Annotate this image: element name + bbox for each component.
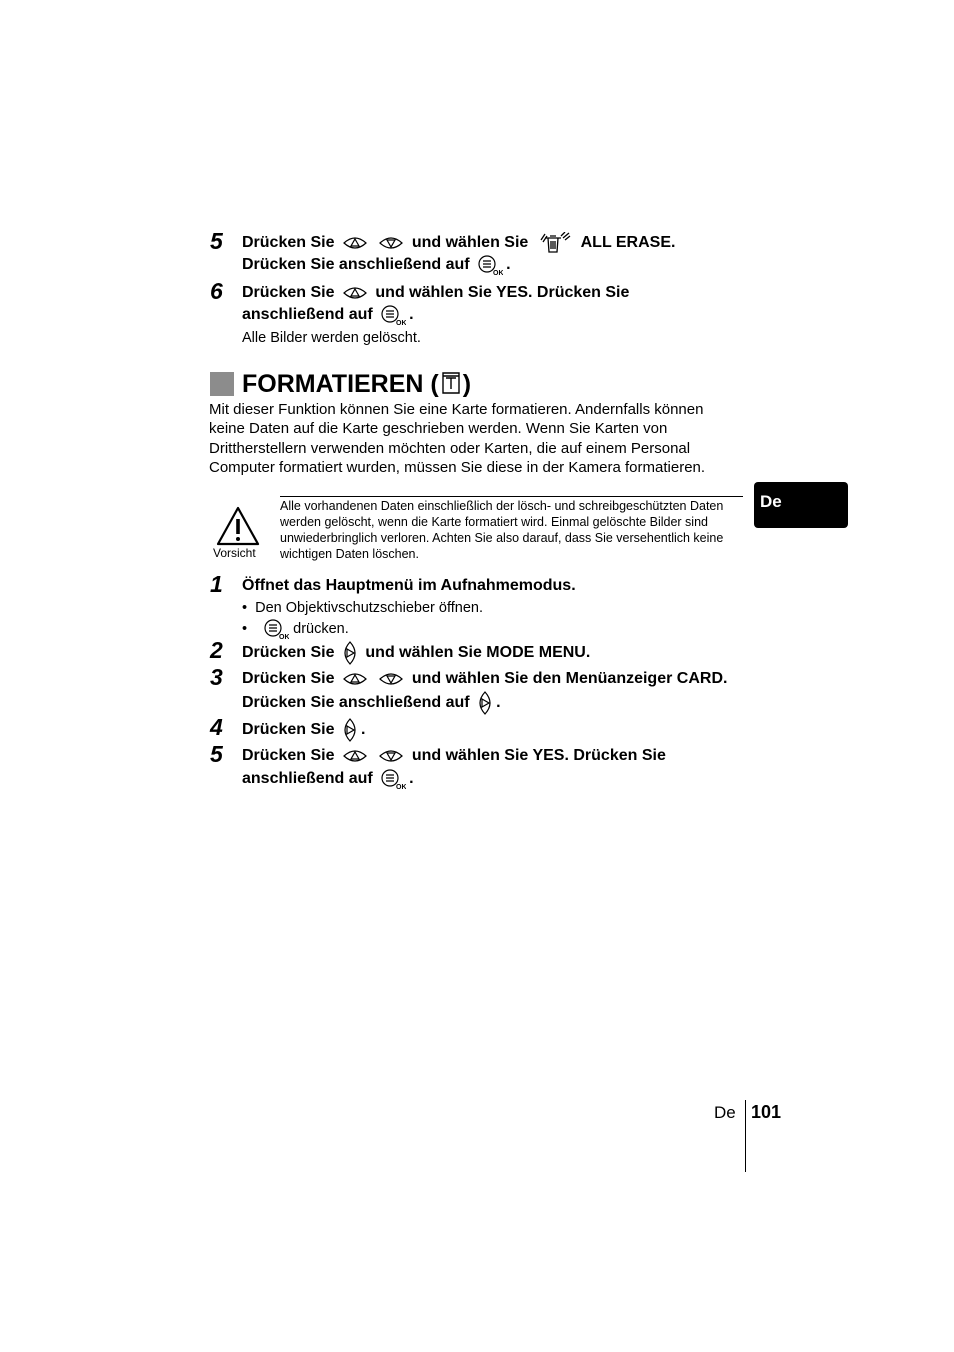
step-text: Drücken Sie anschließend auf (242, 256, 470, 274)
step-note: Alle Bilder werden gelöscht. (242, 330, 421, 346)
step-5b-line1 (242, 745, 666, 767)
arrow-down-button-icon (378, 235, 404, 251)
language-tab (754, 482, 848, 528)
step-2-text (242, 641, 590, 665)
step-text: Drücken Sie (242, 747, 335, 764)
caution-text: Alle vorhandenen Daten einschließlich der lösch- und schreibgeschützten Daten werden gelöscht, wenn die Karte formatiert wird. Einmal gelöschte Bilder sind unwiederbringlich verloren. Achten Sie also darauf, dass Sie versehentlich keine wichtigen Daten löschen. (280, 499, 724, 561)
section-title-text: FORMATIEREN ( (242, 370, 439, 398)
step-text: anschließend auf (242, 306, 373, 324)
section-title (242, 369, 471, 399)
step-text: . (409, 770, 414, 788)
caution-rule (280, 496, 743, 497)
step-number: 4 (210, 714, 223, 740)
step-text: Drücken Sie (242, 284, 335, 301)
step-text: anschließend auf (242, 770, 373, 788)
step-text: und wählen Sie YES. Drücken Sie (375, 284, 630, 301)
footer-divider (745, 1100, 746, 1172)
step-number: 5 (210, 741, 223, 767)
step-number: 3 (210, 664, 223, 690)
step-3-line2 (242, 691, 501, 715)
bullet-text: drücken. (293, 620, 349, 637)
bullet-item: • Den Objektivschutzschieber öffnen. (242, 600, 483, 616)
arrow-up-button-icon (342, 748, 368, 764)
arrow-up-button-icon (342, 285, 368, 301)
page-number: 101 (751, 1102, 782, 1122)
step-text: ALL ERASE. (580, 234, 676, 252)
arrow-down-button-icon (378, 748, 404, 764)
section-title-text: ) (462, 370, 472, 398)
svg-text:OK: OK (493, 270, 504, 276)
ok-menu-button-icon (263, 618, 289, 640)
caution-label: Vorsicht (213, 546, 256, 560)
all-erase-icon (539, 232, 571, 254)
step-text: Drücken Sie (242, 234, 335, 252)
bullet-item: • OK drücken. (242, 618, 349, 640)
step-number: 5 (210, 228, 223, 254)
svg-text:OK: OK (396, 320, 407, 326)
step-number: 1 (210, 571, 223, 597)
step-text: und wählen Sie (411, 234, 529, 252)
step-number: 6 (210, 278, 223, 304)
step-text: . (360, 721, 366, 739)
step-text: . (496, 694, 501, 712)
svg-text:OK: OK (396, 784, 407, 790)
step-text: und wählen Sie den Menüanzeiger CARD. (411, 670, 728, 687)
step-5b-line2 (242, 768, 414, 790)
arrow-right-button-icon (342, 718, 358, 742)
step-text: Drücken Sie (242, 721, 335, 739)
arrow-right-button-icon (477, 691, 493, 715)
step-text: Drücken Sie (242, 644, 335, 662)
step-6-line1 (242, 282, 629, 304)
footer-language: De (714, 1103, 736, 1122)
ok-menu-button-icon (477, 254, 503, 276)
language-tab-label: De (760, 492, 782, 511)
step-text: . (506, 256, 511, 274)
step-5-line2 (242, 254, 511, 276)
arrow-right-button-icon (342, 641, 358, 665)
step-5-line1 (242, 232, 675, 254)
ok-menu-button-icon (380, 304, 406, 326)
bullet-text: Den Objektivschutzschieber öffnen. (255, 600, 483, 616)
step-text: Drücken Sie (242, 670, 335, 687)
step-text: . (409, 306, 414, 324)
arrow-up-button-icon (342, 671, 368, 687)
step-3-line1 (242, 668, 727, 690)
step-6-line2 (242, 304, 414, 326)
section-intro: Mit dieser Funktion können Sie eine Karte formatieren. Andernfalls können keine Daten auf die Karte geschrieben werden. Wenn Sie Karten von Drittherstellern verwenden möchten oder Karten, die auf einem Personal Computer formatiert wurden, müssen Sie diese in der Kamera formatieren. (209, 401, 706, 477)
arrow-up-button-icon (342, 235, 368, 251)
step-text: und wählen Sie MODE MENU. (365, 644, 591, 662)
step-text: Drücken Sie anschließend auf (242, 694, 470, 712)
step-text: und wählen Sie YES. Drücken Sie (411, 747, 666, 764)
arrow-down-button-icon (378, 671, 404, 687)
svg-text:OK: OK (279, 634, 290, 640)
step-4-text (242, 718, 365, 742)
ok-menu-button-icon (380, 768, 406, 790)
section-marker (210, 372, 234, 396)
step-number: 2 (210, 637, 223, 663)
step-1-text: Öffnet das Hauptmenü im Aufnahmemodus. (242, 577, 576, 594)
warning-triangle-icon (216, 506, 260, 551)
card-setup-icon (441, 372, 461, 394)
